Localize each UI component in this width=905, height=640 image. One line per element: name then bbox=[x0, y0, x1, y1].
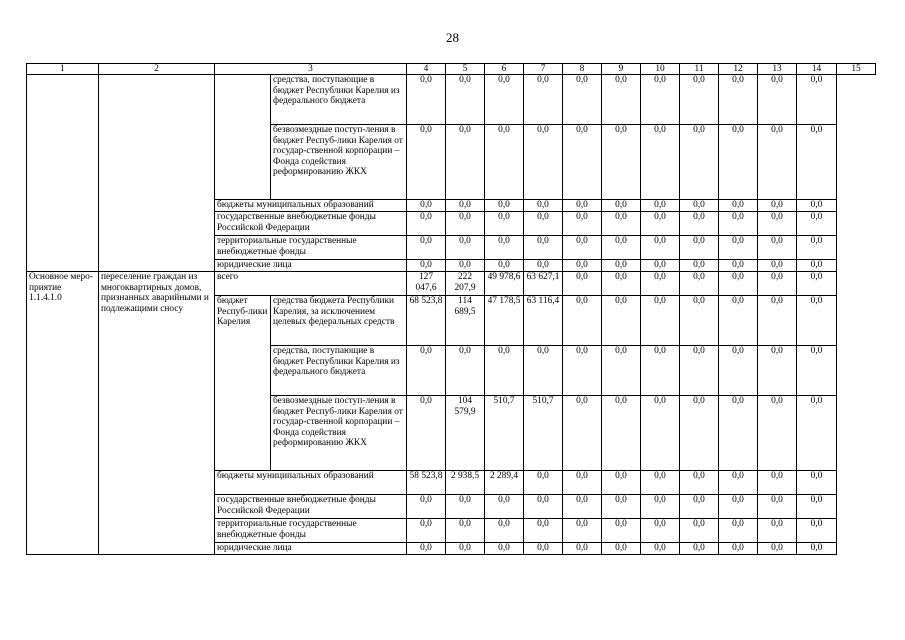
value-cell: 0,0 bbox=[446, 346, 485, 396]
funding-source-label: средства, поступающие в бюджет Республики Карелия из федерального бюджета bbox=[271, 75, 407, 125]
value-cell: 0,0 bbox=[758, 296, 797, 346]
value-cell: 0,0 bbox=[602, 236, 641, 260]
value-cell: 0,0 bbox=[524, 200, 563, 212]
value-cell: 0,0 bbox=[719, 200, 758, 212]
value-cell: 0,0 bbox=[680, 200, 719, 212]
value-cell: 0,0 bbox=[641, 200, 680, 212]
value-cell: 0,0 bbox=[524, 212, 563, 236]
table-row bbox=[27, 75, 876, 125]
value-cell: 0,0 bbox=[446, 543, 485, 555]
value-cell: 0,0 bbox=[524, 236, 563, 260]
value-cell: 0,0 bbox=[680, 125, 719, 200]
value-cell: 0,0 bbox=[719, 543, 758, 555]
value-cell: 0,0 bbox=[641, 543, 680, 555]
funding-source-label: территориальные государственные внебюджетные фонды bbox=[215, 519, 407, 543]
value-cell: 0,0 bbox=[446, 519, 485, 543]
value-cell: 0,0 bbox=[641, 75, 680, 125]
value-cell: 0,0 bbox=[797, 471, 837, 495]
empty-cell bbox=[215, 75, 271, 200]
value-cell: 0,0 bbox=[680, 346, 719, 396]
value-cell: 2 289,4 bbox=[485, 471, 524, 495]
value-cell: 0,0 bbox=[641, 396, 680, 471]
funding-source-label: территориальные государственные внебюджетные фонды bbox=[215, 236, 407, 260]
funding-source-label: бюджеты муниципальных образований bbox=[215, 200, 407, 212]
header-cell: 8 bbox=[563, 64, 602, 75]
value-cell: 104 579,9 bbox=[446, 396, 485, 471]
value-cell: 0,0 bbox=[485, 346, 524, 396]
value-cell: 47 178,5 bbox=[485, 296, 524, 346]
header-cell: 2 bbox=[99, 64, 215, 75]
funding-source-label: средства, поступающие в бюджет Республики Карелия из федерального бюджета bbox=[271, 346, 407, 396]
value-cell: 0,0 bbox=[680, 519, 719, 543]
value-cell: 0,0 bbox=[524, 543, 563, 555]
value-cell: 0,0 bbox=[407, 200, 446, 212]
value-cell: 0,0 bbox=[680, 272, 719, 296]
value-cell: 0,0 bbox=[407, 236, 446, 260]
value-cell: 0,0 bbox=[797, 296, 837, 346]
funding-source-label: юридические лица bbox=[215, 260, 407, 272]
value-cell: 0,0 bbox=[485, 212, 524, 236]
value-cell: 0,0 bbox=[407, 346, 446, 396]
header-cell: 13 bbox=[758, 64, 797, 75]
value-cell: 114 689,5 bbox=[446, 296, 485, 346]
value-cell: 0,0 bbox=[641, 296, 680, 346]
value-cell: 0,0 bbox=[563, 471, 602, 495]
value-cell: 0,0 bbox=[641, 236, 680, 260]
header-cell: 3 bbox=[215, 64, 407, 75]
value-cell: 0,0 bbox=[758, 543, 797, 555]
value-cell: 0,0 bbox=[602, 346, 641, 396]
value-cell: 0,0 bbox=[758, 519, 797, 543]
value-cell: 0,0 bbox=[563, 75, 602, 125]
value-cell: 0,0 bbox=[797, 346, 837, 396]
activity-name: переселение граждан из многоквартирных домов, признанных аварийными и подлежащими сносу bbox=[99, 272, 215, 555]
value-cell: 0,0 bbox=[602, 212, 641, 236]
value-cell: 0,0 bbox=[485, 519, 524, 543]
value-cell: 0,0 bbox=[407, 519, 446, 543]
value-cell: 0,0 bbox=[719, 125, 758, 200]
budget-table bbox=[26, 63, 876, 555]
value-cell: 63 627,1 bbox=[524, 272, 563, 296]
value-cell: 0,0 bbox=[485, 75, 524, 125]
value-cell: 0,0 bbox=[524, 519, 563, 543]
header-cell: 15 bbox=[837, 64, 876, 75]
value-cell: 0,0 bbox=[758, 125, 797, 200]
value-cell: 0,0 bbox=[563, 519, 602, 543]
value-cell: 222 207,9 bbox=[446, 272, 485, 296]
value-cell: 0,0 bbox=[485, 543, 524, 555]
value-cell: 0,0 bbox=[563, 396, 602, 471]
value-cell: 0,0 bbox=[758, 236, 797, 260]
value-cell: 0,0 bbox=[407, 396, 446, 471]
value-cell: 0,0 bbox=[719, 519, 758, 543]
value-cell: 0,0 bbox=[524, 75, 563, 125]
value-cell: 0,0 bbox=[602, 495, 641, 519]
value-cell: 0,0 bbox=[407, 212, 446, 236]
value-cell: 0,0 bbox=[797, 236, 837, 260]
value-cell: 0,0 bbox=[719, 236, 758, 260]
value-cell: 0,0 bbox=[602, 272, 641, 296]
value-cell: 0,0 bbox=[680, 543, 719, 555]
empty-cell bbox=[27, 75, 99, 272]
funding-source-label: государственные внебюджетные фонды Российской Федерации bbox=[215, 212, 407, 236]
value-cell: 0,0 bbox=[563, 346, 602, 396]
value-cell: 0,0 bbox=[563, 125, 602, 200]
value-cell: 0,0 bbox=[641, 260, 680, 272]
value-cell: 0,0 bbox=[719, 471, 758, 495]
value-cell: 0,0 bbox=[524, 471, 563, 495]
value-cell: 0,0 bbox=[485, 236, 524, 260]
value-cell: 0,0 bbox=[680, 495, 719, 519]
value-cell: 0,0 bbox=[446, 125, 485, 200]
value-cell: 0,0 bbox=[602, 543, 641, 555]
funding-source-label: всего bbox=[215, 272, 407, 296]
value-cell: 0,0 bbox=[680, 471, 719, 495]
value-cell: 0,0 bbox=[407, 260, 446, 272]
value-cell: 0,0 bbox=[407, 125, 446, 200]
value-cell: 0,0 bbox=[446, 260, 485, 272]
value-cell: 0,0 bbox=[563, 236, 602, 260]
header-cell: 12 bbox=[719, 64, 758, 75]
value-cell: 0,0 bbox=[680, 75, 719, 125]
value-cell: 0,0 bbox=[563, 296, 602, 346]
value-cell: 0,0 bbox=[563, 212, 602, 236]
value-cell: 58 523,8 bbox=[407, 471, 446, 495]
value-cell: 0,0 bbox=[602, 296, 641, 346]
value-cell: 0,0 bbox=[797, 260, 837, 272]
value-cell: 0,0 bbox=[602, 200, 641, 212]
value-cell: 0,0 bbox=[485, 495, 524, 519]
value-cell: 0,0 bbox=[719, 75, 758, 125]
header-cell: 1 bbox=[27, 64, 99, 75]
value-cell: 2 938,5 bbox=[446, 471, 485, 495]
budget-group-label: бюджет Респуб-лики Карелия bbox=[215, 296, 271, 471]
value-cell: 127 047,6 bbox=[407, 272, 446, 296]
value-cell: 510,7 bbox=[524, 396, 563, 471]
header-cell: 4 bbox=[407, 64, 446, 75]
value-cell: 0,0 bbox=[758, 212, 797, 236]
value-cell: 0,0 bbox=[719, 296, 758, 346]
header-cell: 6 bbox=[485, 64, 524, 75]
value-cell: 0,0 bbox=[680, 260, 719, 272]
header-cell: 14 bbox=[797, 64, 837, 75]
value-cell: 0,0 bbox=[563, 543, 602, 555]
value-cell: 0,0 bbox=[641, 125, 680, 200]
value-cell: 0,0 bbox=[758, 396, 797, 471]
value-cell: 0,0 bbox=[758, 260, 797, 272]
value-cell: 0,0 bbox=[524, 125, 563, 200]
value-cell: 0,0 bbox=[485, 200, 524, 212]
value-cell: 0,0 bbox=[758, 272, 797, 296]
value-cell: 0,0 bbox=[797, 495, 837, 519]
value-cell: 0,0 bbox=[407, 543, 446, 555]
value-cell: 0,0 bbox=[641, 519, 680, 543]
funding-source-label: средства бюджета Республики Карелия, за исключением целевых федеральных средств bbox=[271, 296, 407, 346]
funding-source-label: безвозмездные поступ-ления в бюджет Респуб-лики Карелия от государ-ственной корпорации – Фонда содействия реформированию ЖКХ bbox=[271, 125, 407, 200]
value-cell: 0,0 bbox=[485, 260, 524, 272]
value-cell: 0,0 bbox=[719, 260, 758, 272]
value-cell: 510,7 bbox=[485, 396, 524, 471]
header-cell: 11 bbox=[680, 64, 719, 75]
page-number: 28 bbox=[446, 30, 459, 45]
value-cell: 0,0 bbox=[602, 75, 641, 125]
value-cell: 0,0 bbox=[407, 75, 446, 125]
value-cell: 0,0 bbox=[680, 396, 719, 471]
value-cell: 0,0 bbox=[485, 125, 524, 200]
activity-code: Основное меро-приятие 1.1.4.1.0 bbox=[27, 272, 99, 555]
funding-source-label: бюджеты муниципальных образований bbox=[215, 471, 407, 495]
value-cell: 0,0 bbox=[758, 346, 797, 396]
value-cell: 0,0 bbox=[797, 212, 837, 236]
empty-cell bbox=[99, 75, 215, 272]
value-cell: 0,0 bbox=[602, 396, 641, 471]
header-cell: 7 bbox=[524, 64, 563, 75]
value-cell: 0,0 bbox=[524, 346, 563, 396]
value-cell: 0,0 bbox=[563, 260, 602, 272]
value-cell: 0,0 bbox=[407, 495, 446, 519]
value-cell: 0,0 bbox=[641, 272, 680, 296]
value-cell: 0,0 bbox=[524, 495, 563, 519]
funding-source-label: безвозмездные поступ-ления в бюджет Респуб-лики Карелия от государ-ственной корпорации – Фонда содействия реформированию ЖКХ bbox=[271, 396, 407, 471]
value-cell: 0,0 bbox=[641, 471, 680, 495]
table-row bbox=[27, 272, 876, 296]
value-cell: 0,0 bbox=[446, 75, 485, 125]
value-cell: 0,0 bbox=[797, 125, 837, 200]
value-cell: 0,0 bbox=[602, 471, 641, 495]
value-cell: 0,0 bbox=[446, 495, 485, 519]
header-cell: 10 bbox=[641, 64, 680, 75]
value-cell: 0,0 bbox=[641, 495, 680, 519]
value-cell: 0,0 bbox=[758, 471, 797, 495]
value-cell: 0,0 bbox=[719, 495, 758, 519]
value-cell: 0,0 bbox=[758, 495, 797, 519]
value-cell: 49 978,6 bbox=[485, 272, 524, 296]
value-cell: 0,0 bbox=[680, 296, 719, 346]
value-cell: 0,0 bbox=[797, 543, 837, 555]
value-cell: 63 116,4 bbox=[524, 296, 563, 346]
value-cell: 0,0 bbox=[719, 396, 758, 471]
value-cell: 0,0 bbox=[719, 212, 758, 236]
value-cell: 0,0 bbox=[524, 260, 563, 272]
value-cell: 0,0 bbox=[680, 212, 719, 236]
value-cell: 0,0 bbox=[797, 200, 837, 212]
value-cell: 0,0 bbox=[797, 519, 837, 543]
header-cell: 5 bbox=[446, 64, 485, 75]
value-cell: 0,0 bbox=[602, 125, 641, 200]
header-cell: 9 bbox=[602, 64, 641, 75]
value-cell: 0,0 bbox=[602, 519, 641, 543]
header-row bbox=[27, 64, 876, 75]
value-cell: 0,0 bbox=[563, 200, 602, 212]
value-cell: 0,0 bbox=[563, 495, 602, 519]
value-cell: 0,0 bbox=[641, 346, 680, 396]
value-cell: 0,0 bbox=[797, 396, 837, 471]
funding-source-label: юридические лица bbox=[215, 543, 407, 555]
value-cell: 0,0 bbox=[446, 236, 485, 260]
value-cell: 0,0 bbox=[446, 212, 485, 236]
value-cell: 0,0 bbox=[446, 200, 485, 212]
value-cell: 0,0 bbox=[563, 272, 602, 296]
value-cell: 0,0 bbox=[797, 272, 837, 296]
value-cell: 0,0 bbox=[758, 75, 797, 125]
value-cell: 68 523,8 bbox=[407, 296, 446, 346]
value-cell: 0,0 bbox=[680, 236, 719, 260]
value-cell: 0,0 bbox=[641, 212, 680, 236]
value-cell: 0,0 bbox=[758, 200, 797, 212]
value-cell: 0,0 bbox=[797, 75, 837, 125]
value-cell: 0,0 bbox=[719, 346, 758, 396]
value-cell: 0,0 bbox=[719, 272, 758, 296]
value-cell: 0,0 bbox=[602, 260, 641, 272]
funding-source-label: государственные внебюджетные фонды Российской Федерации bbox=[215, 495, 407, 519]
